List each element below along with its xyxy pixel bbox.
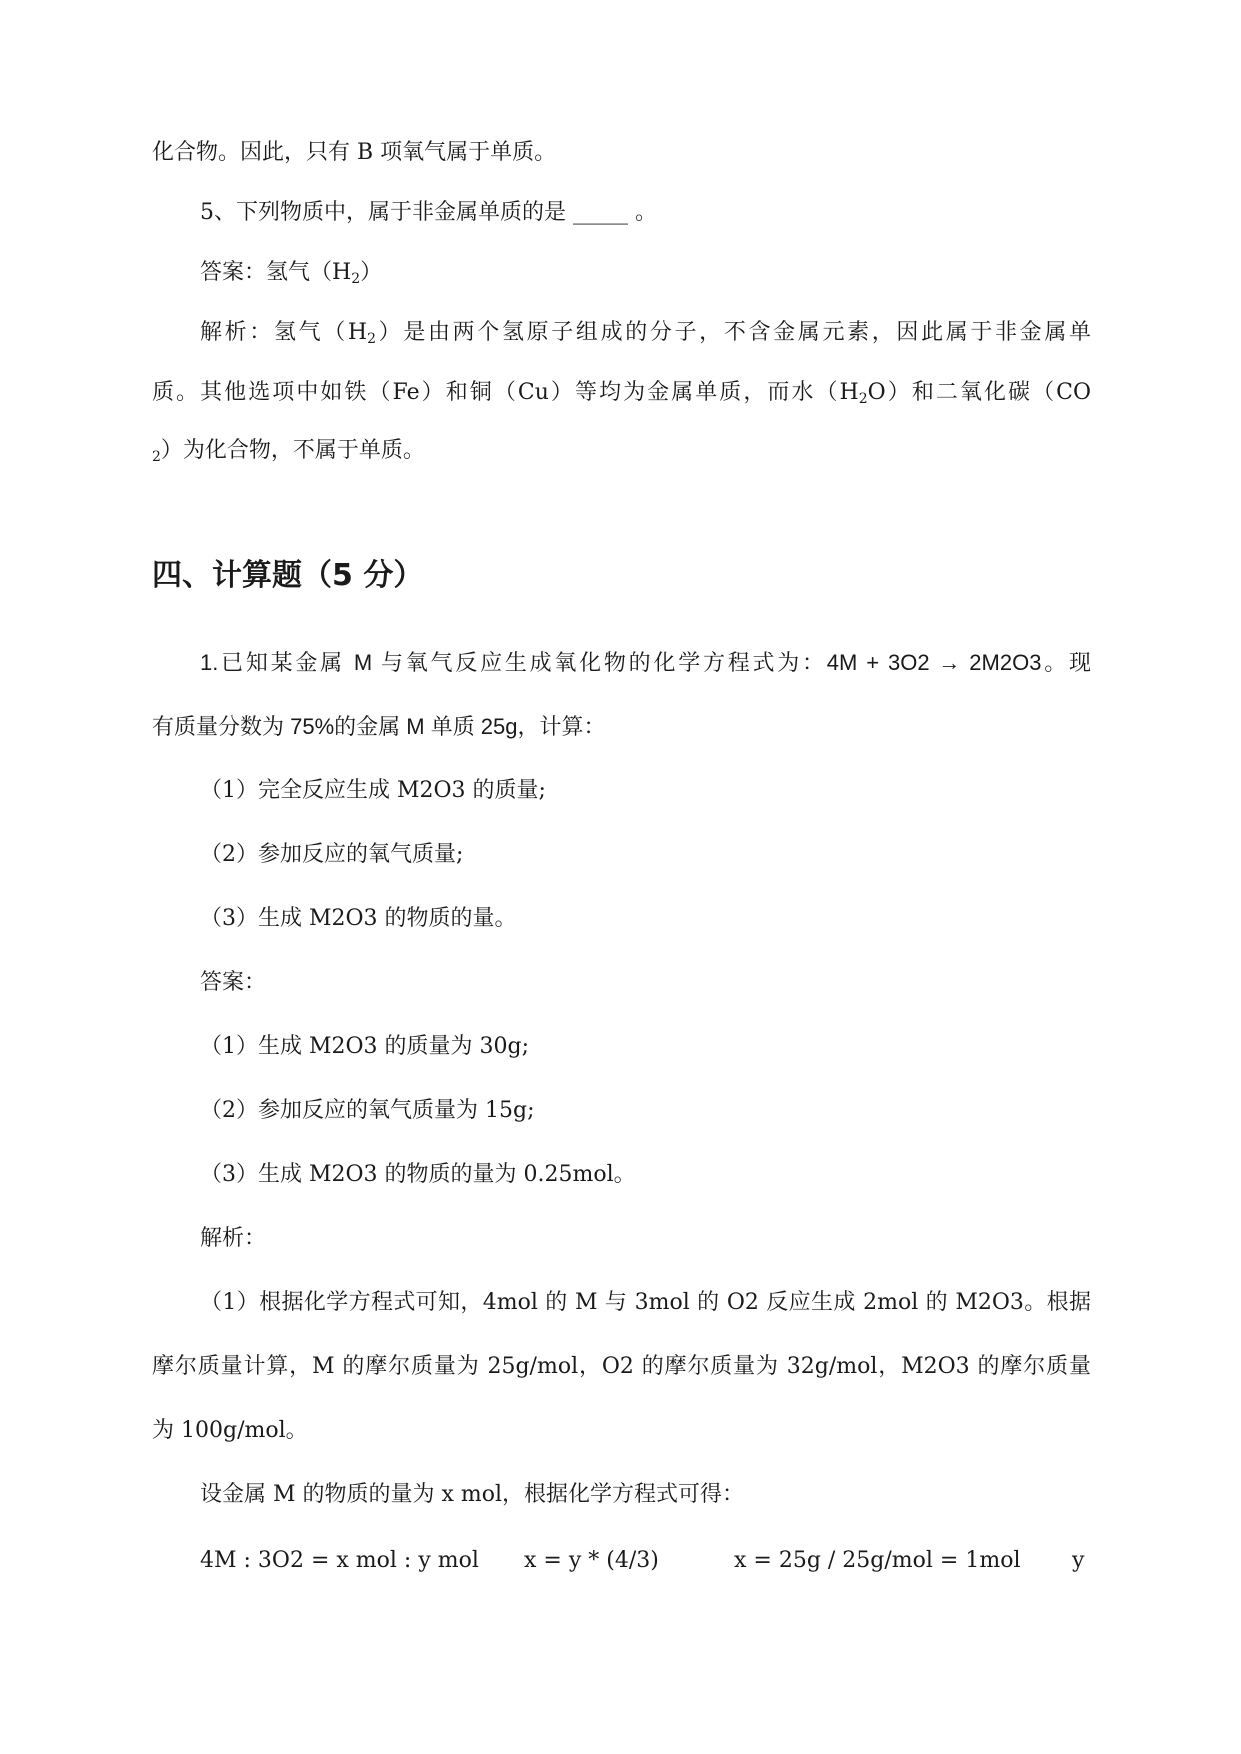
section-heading: 四、计算题（5 分） xyxy=(152,558,424,593)
calc-subquestion-1: （1）完全反应生成 M2O3 的质量; xyxy=(200,778,546,803)
q5-analysis2-rest: O）和二氧化碳（CO xyxy=(867,380,1091,405)
calc-explanation-line2: 摩尔质量计算，M 的摩尔质量为 25g/mol，O2 的摩尔质量为 32g/mol，M2O3 的摩尔质量 xyxy=(152,1354,1091,1379)
q5-analysis-line1 xyxy=(200,318,1091,348)
calc-subquestion-3: （3）生成 M2O3 的物质的量。 xyxy=(200,906,517,931)
calc-answer-label: 答案： xyxy=(200,970,267,995)
q5-analysis-line2 xyxy=(152,378,1091,408)
calc-answer-3: （3）生成 M2O3 的物质的量为 0.25mol。 xyxy=(200,1162,636,1187)
q5-analysis-subscript: 2 xyxy=(367,331,377,347)
equation-ratio: 4M : 3O2 = x mol : y mol xyxy=(200,1548,479,1573)
calc-answer-2: （2）参加反应的氧气质量为 15g; xyxy=(200,1098,535,1123)
calc-analysis-label: 解析： xyxy=(200,1226,267,1251)
equation-x-in-y: x = y * (4/3) xyxy=(524,1548,659,1573)
q5-answer-subscript: 2 xyxy=(351,271,361,287)
q5-analysis-text: 解析：氢气（H xyxy=(200,320,368,345)
q5-answer-close: ） xyxy=(360,260,383,285)
q5-analysis-rest: ）是由两个氢原子组成的分子，不含金属元素，因此属于非金属单 xyxy=(376,320,1091,345)
calc-let-statement: 设金属 M 的物质的量为 x mol，根据化学方程式可得： xyxy=(200,1482,745,1507)
q5-analysis-line3 xyxy=(152,436,1091,466)
calc-question-line2: 有质量分数为 75%的金属 M 单质 25g，计算： xyxy=(152,714,606,739)
q4-conclusion: 化合物。因此，只有 B 项氧气属于单质。 xyxy=(152,140,557,165)
equation-x-value: x = 25g / 25g/mol = 1mol xyxy=(734,1548,1021,1573)
calc-answer-1: （1）生成 M2O3 的质量为 30g; xyxy=(200,1034,530,1059)
q5-analysis2-text: 质。其他选项中如铁（Fe）和铜（Cu）等均为金属单质，而水（H xyxy=(152,380,859,405)
q5-analysis2-subscript: 2 xyxy=(858,391,868,407)
q5-analysis3-rest: ）为化合物，不属于单质。 xyxy=(160,438,425,463)
q5-answer-text: 答案：氢气（H xyxy=(200,260,352,285)
calc-explanation-line1: （1）根据化学方程式可知，4mol 的 M 与 3mol 的 O2 反应生成 2mol 的 M2O3。根据 xyxy=(200,1290,1091,1315)
q5-analysis3-subscript: 2 xyxy=(152,449,161,465)
calc-explanation-line3: 为 100g/mol。 xyxy=(152,1418,308,1443)
calc-subquestion-2: （2）参加反应的氧气质量; xyxy=(200,842,464,867)
equation-y-start: y xyxy=(1072,1548,1085,1573)
q5-question: 5、下列物质中，属于非金属单质的是 _____ 。 xyxy=(200,200,657,225)
calc-question-line1: 1.已知某金属 M 与氧气反应生成氧化物的化学方程式为：4M + 3O2 → 2M2O3。现 xyxy=(200,650,1091,675)
q5-answer xyxy=(200,258,1091,288)
